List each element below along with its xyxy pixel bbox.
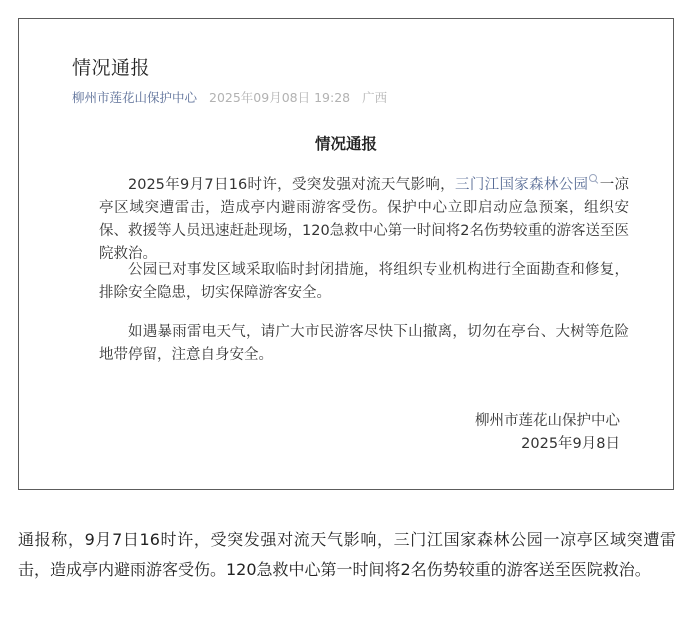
- notice-heading: 情况通报: [314, 135, 377, 153]
- paragraph-text: 2025年9月7日16时许，受突发强对流天气影响，: [128, 177, 455, 193]
- publish-location: 广西: [362, 90, 388, 105]
- publish-date: 2025年09月08日 19:28: [209, 90, 351, 105]
- notice-paragraph-3: 如遇暴雨雷电天气，请广大市民游客尽快下山撤离，切勿在亭台、大树等危险地带停留，注意自身安全。: [99, 324, 629, 363]
- sign-date: 2025年9月8日: [521, 436, 620, 452]
- paragraph-text: 一凉亭区域突遭雷击，造成亭内避雨游客受伤。保护中心立即启动应急预案，组织安保、救援等人员迅速赶赴现场，120急救中心第一时间将2名伤势较重的游客送至医院救治。: [99, 177, 630, 262]
- notice-paragraph-2: 公园已对事发区域采取临时封闭措施，将组织专业机构进行全面勘查和修复，排除安全隐患，切实保障游客安全。: [99, 262, 629, 301]
- notice-paragraph-1: [99, 174, 629, 266]
- park-link[interactable]: 三门江国家森林公园: [455, 177, 589, 193]
- search-icon[interactable]: [589, 174, 597, 182]
- signer: 柳州市莲花山保护中心: [475, 413, 620, 429]
- news-caption: 通报称，9月7日16时许，受突发强对流天气影响，三门江国家森林公园一凉亭区域突遭雷击，造成亭内避雨游客受伤。120急救中心第一时间将2名伤势较重的游客送至医院救治。: [18, 530, 676, 579]
- post-title: 情况通报: [72, 57, 151, 79]
- article-screenshot-frame: [18, 18, 674, 490]
- account-name-link[interactable]: 柳州市莲花山保护中心: [72, 90, 198, 105]
- post-meta: [72, 88, 387, 106]
